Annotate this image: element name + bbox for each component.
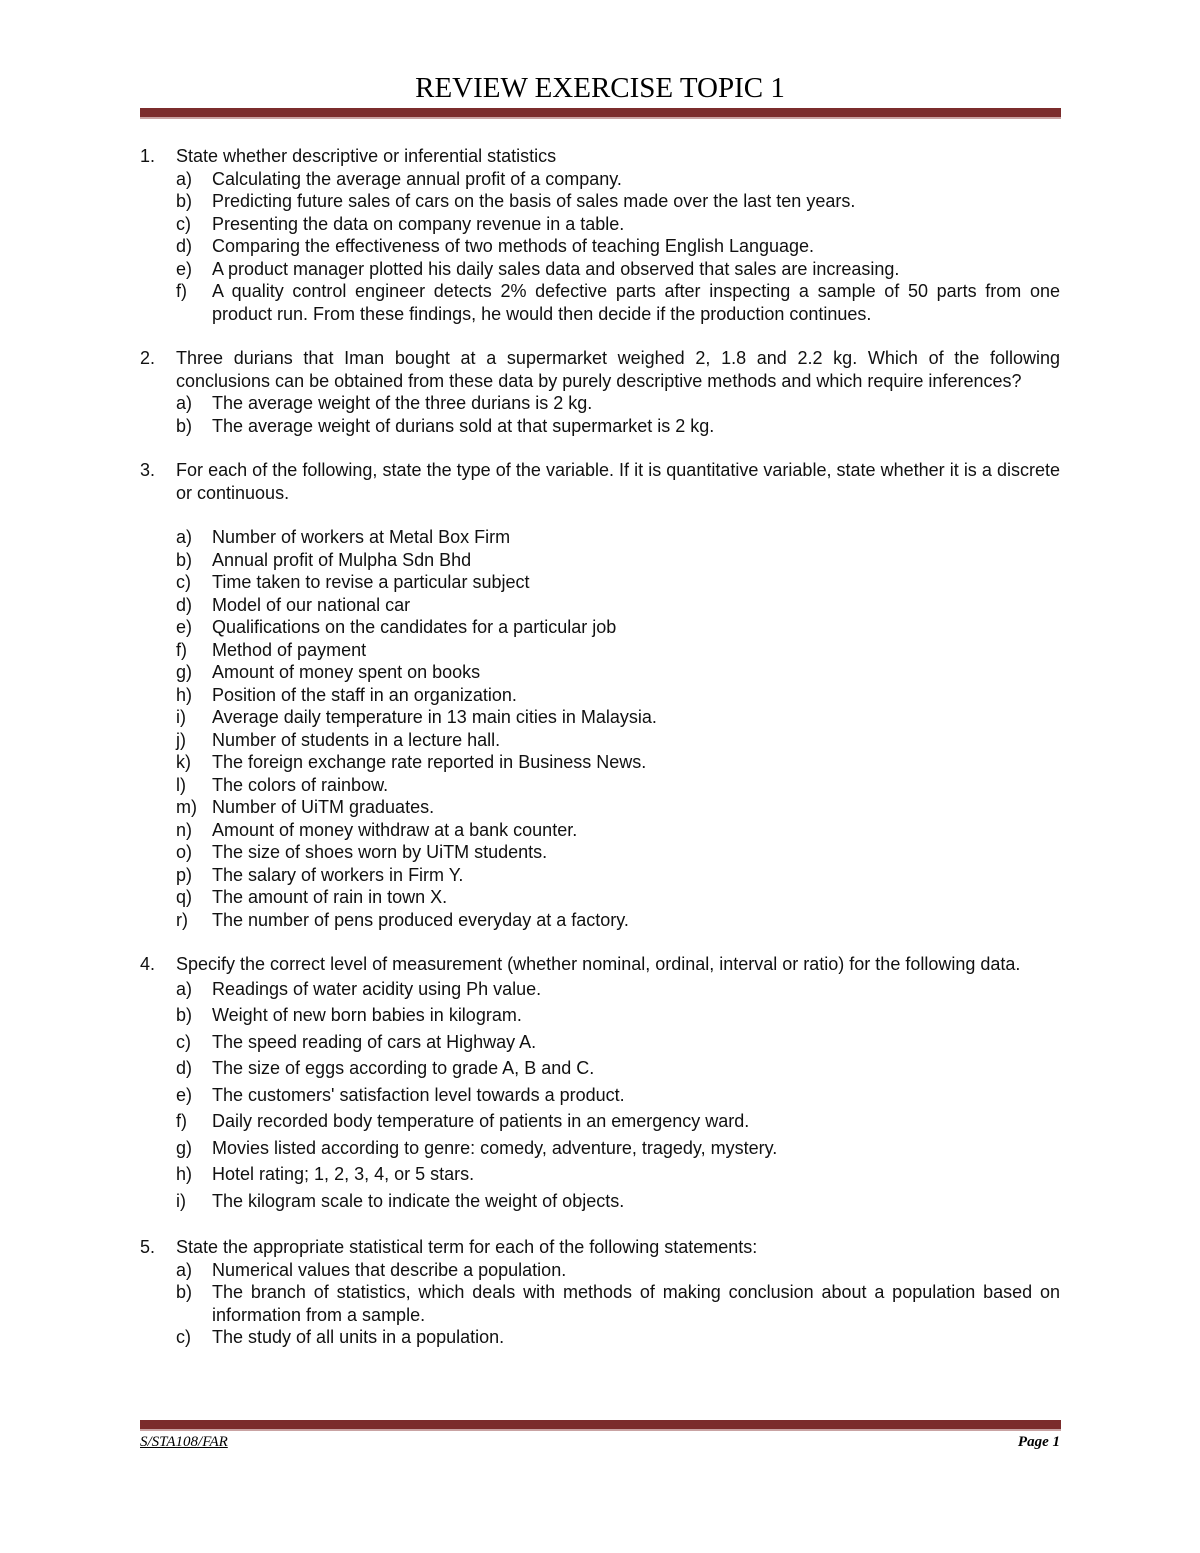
item-text: Time taken to revise a particular subject bbox=[212, 572, 530, 592]
item-label: c) bbox=[176, 1327, 191, 1347]
item-text: The study of all units in a population. bbox=[212, 1327, 505, 1347]
item-label: e) bbox=[176, 258, 193, 279]
question-number: 5. bbox=[140, 1237, 156, 1257]
item-label: l) bbox=[176, 774, 186, 795]
item-text: The customers' satisfaction level towards a product. bbox=[212, 1084, 625, 1105]
item-label: d) bbox=[176, 1058, 193, 1078]
question-3 bbox=[140, 459, 1060, 931]
item-label: e) bbox=[176, 617, 193, 637]
item-text: Hotel rating; 1, 2, 3, 4, or 5 stars. bbox=[212, 1164, 475, 1184]
list-item bbox=[140, 526, 1060, 549]
question-number: 2. bbox=[140, 348, 156, 368]
item-label: b) bbox=[176, 1282, 193, 1302]
item-label: m) bbox=[176, 797, 197, 817]
question-text: Specify the correct level of measurement (whether nominal, ordinal, interval or ratio) for the following data. bbox=[176, 954, 1021, 974]
item-text: The foreign exchange rate reported in Business News. bbox=[212, 752, 647, 772]
item-label: f) bbox=[176, 281, 187, 301]
list-item bbox=[140, 661, 1060, 684]
list-item bbox=[140, 1326, 1060, 1349]
item-label: n) bbox=[176, 819, 193, 840]
list-item bbox=[140, 706, 1060, 729]
item-label: a) bbox=[176, 168, 193, 189]
item-label: b) bbox=[176, 1005, 193, 1025]
page-number: Page 1 bbox=[1017, 1434, 1060, 1450]
item-text: A quality control engineer detects 2% defective parts after inspecting a sample of 50 parts from one product run. From these findings, he would then decide if the production continues. bbox=[212, 281, 1060, 324]
item-label: i) bbox=[176, 1190, 186, 1211]
item-label: q) bbox=[176, 887, 193, 907]
item-text: Number of workers at Metal Box Firm bbox=[212, 527, 511, 547]
item-label: b) bbox=[176, 549, 193, 570]
list-item bbox=[140, 1259, 1060, 1282]
item-text: The size of shoes worn by UiTM students. bbox=[212, 842, 548, 862]
item-text: The branch of statistics, which deals with methods of making conclusion about a population based on information from a sample. bbox=[212, 1282, 1060, 1325]
item-text: Position of the staff in an organization. bbox=[212, 684, 517, 705]
list-item bbox=[140, 280, 1060, 325]
item-label: o) bbox=[176, 842, 193, 862]
item-text: The number of pens produced everyday at a factory. bbox=[212, 909, 629, 930]
list-item bbox=[140, 1108, 1060, 1135]
item-label: i) bbox=[176, 707, 186, 727]
question-text: Three durians that Iman bought at a supermarket weighed 2, 1.8 and 2.2 kg. Which of the following conclusions can be obtained from these data by purely descriptive methods and which require inferences? bbox=[176, 348, 1060, 391]
list-item bbox=[140, 1135, 1060, 1162]
item-text: Presenting the data on company revenue in a table. bbox=[212, 213, 625, 234]
list-item bbox=[140, 258, 1060, 281]
question-number: 4. bbox=[140, 954, 156, 974]
list-item bbox=[140, 774, 1060, 797]
list-item bbox=[140, 864, 1060, 887]
question-2 bbox=[140, 347, 1060, 437]
item-text: Numerical values that describe a population. bbox=[212, 1259, 567, 1280]
item-text: Number of students in a lecture hall. bbox=[212, 729, 501, 750]
list-item bbox=[140, 819, 1060, 842]
item-text: Weight of new born babies in kilogram. bbox=[212, 1005, 522, 1025]
item-text: The average weight of durians sold at that supermarket is 2 kg. bbox=[212, 415, 715, 436]
list-item bbox=[140, 415, 1060, 438]
item-text: Comparing the effectiveness of two methods of teaching English Language. bbox=[212, 236, 815, 256]
list-item bbox=[140, 841, 1060, 864]
list-item bbox=[140, 235, 1060, 258]
question-number: 1. bbox=[140, 146, 156, 166]
item-text: Calculating the average annual profit of a company. bbox=[212, 168, 622, 189]
question-text: For each of the following, state the type of the variable. If it is quantitative variable, state whether it is a discrete or continuous. bbox=[176, 460, 1060, 503]
header-rule bbox=[140, 108, 1061, 119]
item-text: Readings of water acidity using Ph value. bbox=[212, 978, 542, 999]
item-text: The colors of rainbow. bbox=[212, 774, 389, 795]
item-label: h) bbox=[176, 684, 193, 705]
list-item bbox=[140, 549, 1060, 572]
item-label: a) bbox=[176, 527, 193, 547]
list-item bbox=[140, 1281, 1060, 1326]
item-text: Qualifications on the candidates for a particular job bbox=[212, 617, 617, 637]
list-item bbox=[140, 1161, 1060, 1188]
item-label: h) bbox=[176, 1164, 193, 1184]
question-4 bbox=[140, 953, 1060, 1214]
list-item bbox=[140, 729, 1060, 752]
item-text: The amount of rain in town X. bbox=[212, 887, 448, 907]
list-item bbox=[140, 1002, 1060, 1029]
item-text: Predicting future sales of cars on the basis of sales made over the last ten years. bbox=[212, 191, 856, 211]
item-text: Amount of money withdraw at a bank counter. bbox=[212, 819, 578, 840]
course-code: S/STA108/FAR bbox=[140, 1434, 228, 1450]
item-label: a) bbox=[176, 1259, 193, 1280]
item-label: f) bbox=[176, 639, 187, 660]
question-text: State the appropriate statistical term for each of the following statements: bbox=[176, 1237, 758, 1257]
item-text: Number of UiTM graduates. bbox=[212, 797, 435, 817]
page-title: REVIEW EXERCISE TOPIC 1 bbox=[415, 72, 785, 104]
item-label: f) bbox=[176, 1111, 187, 1131]
item-text: Model of our national car bbox=[212, 594, 411, 615]
question-text: State whether descriptive or inferential statistics bbox=[176, 146, 557, 166]
list-item bbox=[140, 213, 1060, 236]
list-item bbox=[140, 639, 1060, 662]
footer-rule bbox=[140, 1420, 1061, 1431]
item-text: A product manager plotted his daily sales data and observed that sales are increasing. bbox=[212, 258, 900, 279]
item-text: The kilogram scale to indicate the weight of objects. bbox=[212, 1190, 625, 1211]
list-item bbox=[140, 571, 1060, 594]
list-item bbox=[140, 1082, 1060, 1109]
item-text: The size of eggs according to grade A, B and C. bbox=[212, 1058, 595, 1078]
item-label: r) bbox=[176, 909, 188, 930]
question-number: 3. bbox=[140, 460, 156, 480]
list-item bbox=[140, 616, 1060, 639]
item-label: d) bbox=[176, 594, 193, 615]
list-item bbox=[140, 168, 1060, 191]
item-label: g) bbox=[176, 1137, 193, 1158]
item-label: d) bbox=[176, 236, 193, 256]
item-label: p) bbox=[176, 864, 193, 885]
list-item bbox=[140, 886, 1060, 909]
item-text: Daily recorded body temperature of patients in an emergency ward. bbox=[212, 1111, 750, 1131]
item-label: e) bbox=[176, 1084, 193, 1105]
question-5 bbox=[140, 1236, 1060, 1349]
item-text: Amount of money spent on books bbox=[212, 662, 481, 682]
list-item bbox=[140, 751, 1060, 774]
list-item bbox=[140, 1029, 1060, 1056]
list-item bbox=[140, 392, 1060, 415]
list-item bbox=[140, 684, 1060, 707]
list-item bbox=[140, 190, 1060, 213]
item-label: k) bbox=[176, 752, 191, 772]
item-label: a) bbox=[176, 393, 193, 413]
item-text: Average daily temperature in 13 main cities in Malaysia. bbox=[212, 707, 657, 727]
question-1 bbox=[140, 145, 1060, 325]
item-label: b) bbox=[176, 191, 193, 211]
item-label: c) bbox=[176, 1031, 191, 1052]
list-item bbox=[140, 1055, 1060, 1082]
item-label: c) bbox=[176, 572, 191, 592]
item-text: The speed reading of cars at Highway A. bbox=[212, 1031, 537, 1052]
item-label: b) bbox=[176, 415, 193, 436]
item-text: Method of payment bbox=[212, 639, 367, 660]
list-item bbox=[140, 594, 1060, 617]
item-text: The average weight of the three durians is 2 kg. bbox=[212, 393, 593, 413]
list-item bbox=[140, 1188, 1060, 1215]
list-item bbox=[140, 909, 1060, 932]
item-label: a) bbox=[176, 978, 193, 999]
list-item bbox=[140, 796, 1060, 819]
item-text: Movies listed according to genre: comedy, adventure, tragedy, mystery. bbox=[212, 1137, 778, 1158]
question-list bbox=[140, 145, 1060, 1349]
item-text: The salary of workers in Firm Y. bbox=[212, 864, 464, 885]
item-label: j) bbox=[176, 729, 186, 750]
list-item bbox=[140, 976, 1060, 1003]
item-label: c) bbox=[176, 213, 191, 234]
item-text: Annual profit of Mulpha Sdn Bhd bbox=[212, 549, 472, 570]
item-label: g) bbox=[176, 662, 193, 682]
